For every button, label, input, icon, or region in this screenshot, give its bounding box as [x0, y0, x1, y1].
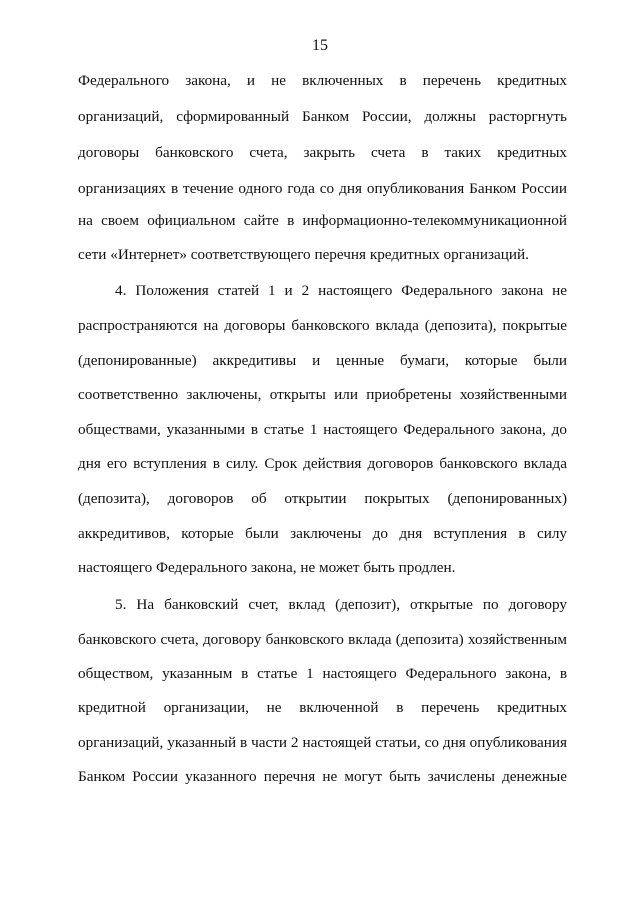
- text-line: банковского счета, договору банковского вклада (депозита) хозяйственным: [78, 631, 567, 648]
- text-line: дня его вступления в силу. Срок действия договоров банковского вклада: [78, 455, 567, 472]
- text-line: кредитной организации, не включенной в перечень кредитных: [78, 699, 567, 716]
- text-line: Банком России указанного перечня не могут быть зачислены денежные: [78, 768, 567, 785]
- text-line: обществом, указанным в статье 1 настоящего Федерального закона, в: [78, 665, 567, 682]
- page-number: 15: [312, 37, 328, 54]
- text-line: 4. Положения статей 1 и 2 настоящего Федерального закона не: [115, 282, 567, 299]
- text-line: на своем официальном сайте в информационно-телекоммуникационной: [78, 212, 567, 229]
- text-line: сети «Интернет» соответствующего перечня кредитных организаций.: [78, 246, 529, 263]
- text-line: организациях в течение одного года со дня опубликования Банком России: [78, 180, 567, 197]
- text-line: организаций, указанный в части 2 настоящей статьи, со дня опубликования: [78, 734, 567, 751]
- text-line: организаций, сформированный Банком России, должны расторгнуть: [78, 108, 567, 125]
- text-line: аккредитивов, которые были заключены до дня вступления в силу: [78, 525, 567, 542]
- text-line: договоры банковского счета, закрыть счета в таких кредитных: [78, 144, 567, 161]
- text-line: 5. На банковский счет, вклад (депозит), открытые по договору: [115, 596, 567, 613]
- text-line: (депозита), договоров об открытии покрытых (депонированных): [78, 490, 567, 507]
- text-line: соответственно заключены, открыты или приобретены хозяйственными: [78, 386, 567, 403]
- text-line: настоящего Федерального закона, не может быть продлен.: [78, 559, 456, 576]
- text-line: Федерального закона, и не включенных в перечень кредитных: [78, 72, 567, 89]
- text-line: распространяются на договоры банковского вклада (депозита), покрытые: [78, 317, 567, 334]
- text-line: обществами, указанными в статье 1 настоящего Федерального закона, до: [78, 421, 567, 438]
- text-line: (депонированные) аккредитивы и ценные бумаги, которые были: [78, 352, 567, 369]
